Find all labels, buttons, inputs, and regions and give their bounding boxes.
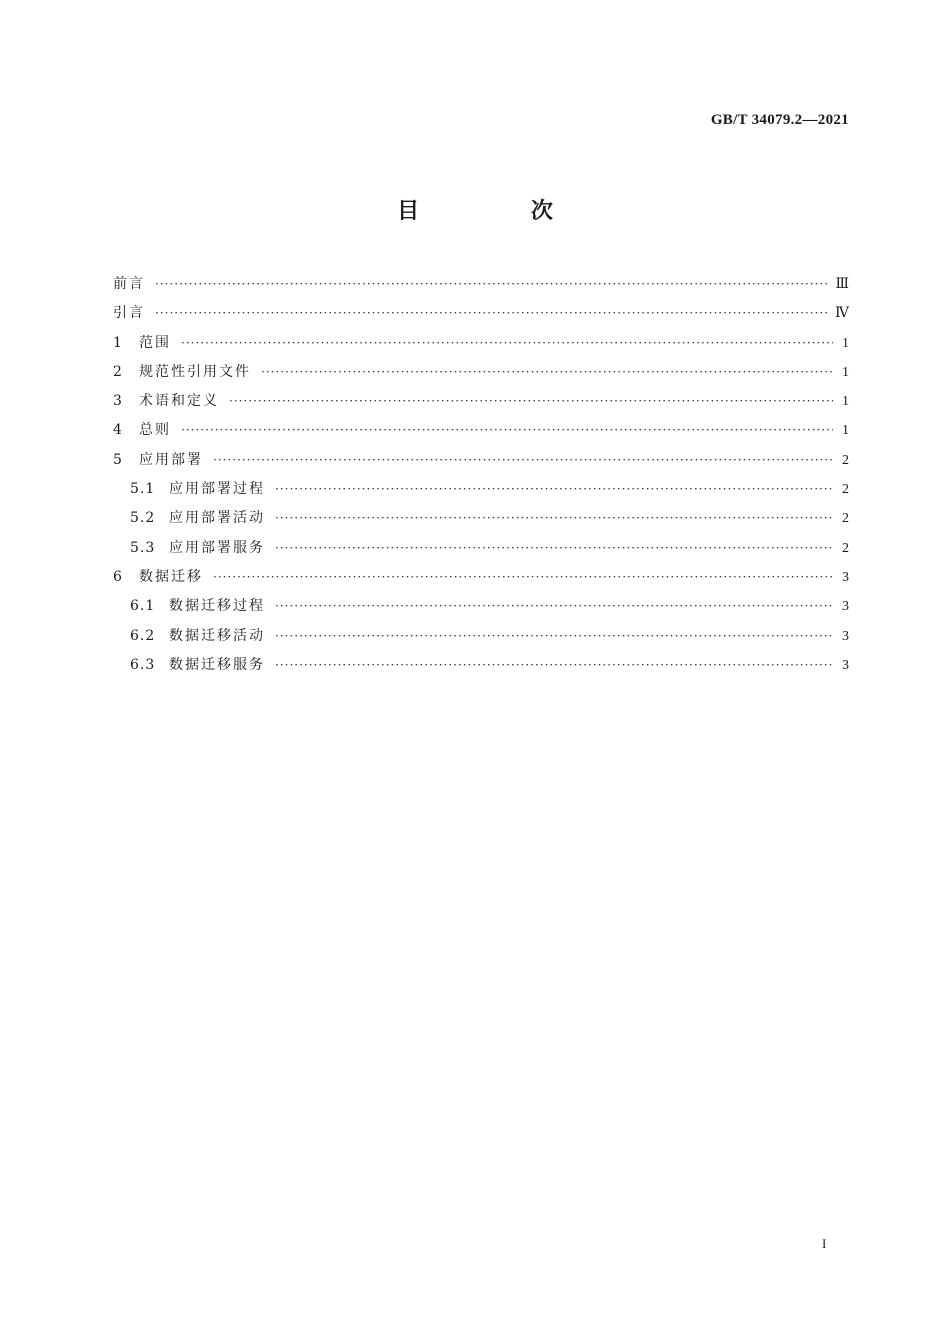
standard-number: GB/T 34079.2—2021 [710,112,849,128]
toc-entry-page: 3 [842,628,849,644]
toc-entry-number: 3 [113,393,123,410]
toc-entry-page: 1 [842,364,849,380]
dot-leader [181,416,833,445]
dot-leader [275,504,833,533]
dot-leader [181,329,833,358]
toc-entry-label: 数据迁移过程 [169,598,265,615]
toc-entry-number: 5.3 [130,539,156,556]
toc-entry-1[interactable] [113,329,849,358]
toc-entry-number: 6.3 [130,656,156,673]
toc-entry-label: 引言 [113,305,145,322]
toc-entry-page: 2 [842,482,849,498]
toc-entry-label: 应用部署 [139,451,203,468]
dot-leader [213,446,833,475]
toc-entry-label: 前言 [113,276,145,292]
page-title: 目 次 [397,199,605,224]
toc-entry-page: 1 [842,394,849,410]
toc-entry-number: 1 [113,334,123,351]
dot-leader [275,592,833,621]
toc-entry-6[interactable] [113,563,849,592]
toc-entry-4[interactable] [113,416,849,445]
toc-entry-2[interactable] [113,358,849,387]
toc-entry-label: 应用部署服务 [169,539,265,556]
toc-entry-page: 2 [842,511,849,527]
toc-entry-label: 规范性引用文件 [139,363,251,380]
toc-entry-foreword[interactable] [113,270,849,299]
toc-entry-page: 1 [842,335,849,351]
toc-entry-5-2[interactable] [113,504,849,533]
toc-entry-page: 3 [842,599,849,615]
dot-leader [275,475,833,504]
toc-entry-label: 数据迁移 [139,568,203,585]
toc-entry-number: 6 [113,568,123,585]
toc-entry-number: 4 [113,422,123,439]
toc-entry-6-1[interactable] [113,592,849,621]
toc-entry-5-3[interactable] [113,534,849,563]
toc-entry-5[interactable] [113,446,849,475]
toc-entry-number: 6.1 [130,598,156,615]
dot-leader [155,299,829,328]
toc-entry-page: Ⅲ [835,277,849,292]
dot-leader [213,563,833,592]
dot-leader [261,358,833,387]
toc-entry-label: 应用部署过程 [169,481,265,498]
toc-entry-introduction[interactable] [113,299,849,328]
dot-leader [275,534,833,563]
table-of-contents [113,270,849,680]
toc-entry-page: 3 [842,569,849,585]
page-number: I [822,1236,827,1251]
toc-entry-6-3[interactable] [113,651,849,680]
toc-entry-page: 1 [842,423,849,439]
toc-entry-page: Ⅳ [835,306,849,322]
toc-entry-label: 总则 [139,422,171,439]
toc-entry-page: 2 [842,540,849,556]
toc-entry-5-1[interactable] [113,475,849,504]
dot-leader [275,651,833,680]
toc-entry-number: 5.2 [130,510,156,527]
toc-entry-number: 6.2 [130,627,156,644]
dot-leader [229,387,833,416]
toc-entry-number: 5 [113,451,123,468]
dot-leader [275,622,833,651]
toc-entry-label: 术语和定义 [139,393,219,410]
toc-entry-label: 数据迁移服务 [169,656,265,673]
toc-entry-6-2[interactable] [113,622,849,651]
toc-entry-label: 范围 [139,334,171,351]
toc-entry-page: 2 [842,452,849,468]
dot-leader [155,270,829,299]
toc-entry-label: 应用部署活动 [169,510,265,527]
toc-entry-3[interactable] [113,387,849,416]
toc-entry-page: 3 [842,657,849,673]
toc-entry-label: 数据迁移活动 [169,627,265,644]
toc-entry-number: 5.1 [130,481,156,498]
toc-entry-number: 2 [113,363,123,380]
